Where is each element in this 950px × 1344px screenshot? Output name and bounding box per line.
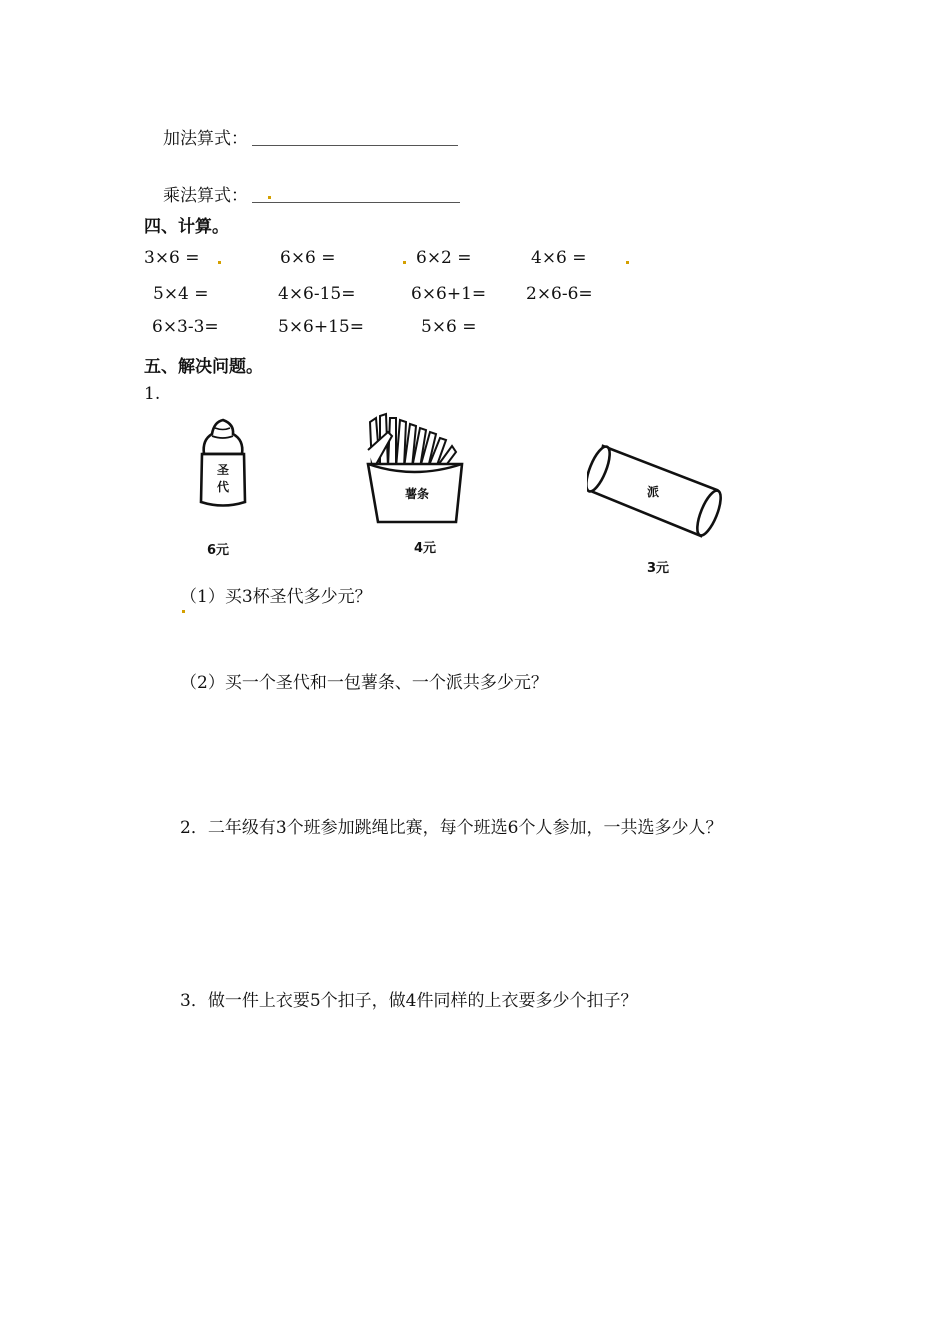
calc-r2-c2: 5×6 =	[421, 317, 477, 337]
calc-r0-c3: 4×6 =	[531, 248, 587, 268]
sundae-label-1: 圣	[216, 463, 230, 477]
calc-r0-c1: 6×6 =	[280, 248, 336, 268]
fries-box-icon	[362, 410, 468, 528]
scan-mark	[182, 610, 185, 613]
addition-line	[163, 124, 458, 149]
calc-r0-c0: 3×6 =	[144, 248, 200, 268]
pie-price: 3元	[647, 561, 670, 576]
calc-r1-c3: 2×6-6=	[526, 284, 593, 304]
scan-mark	[403, 261, 406, 264]
addition-label: 加法算式：	[163, 129, 248, 149]
sundae-label-2: 代	[216, 480, 230, 494]
fries-label: 薯条	[404, 487, 430, 501]
addition-answer-blank[interactable]	[252, 129, 458, 146]
calc-r0-c2: 6×2 =	[416, 248, 472, 268]
sundae-price: 6元	[207, 543, 230, 558]
multiplication-line	[163, 181, 460, 206]
scan-mark	[626, 261, 629, 264]
section5-heading: 五、解决问题。	[144, 357, 263, 377]
question1-part2: （2）买一个圣代和一包薯条、一个派共多少元？	[180, 673, 548, 693]
calc-r1-c2: 6×6+1=	[411, 284, 487, 304]
calc-r2-c0: 6×3-3=	[152, 317, 219, 337]
pie-sleeve-icon	[587, 434, 723, 544]
calc-r1-c1: 4×6-15=	[278, 284, 356, 304]
multiplication-answer-blank[interactable]	[252, 186, 460, 203]
section4-heading: 四、计算。	[144, 217, 229, 237]
calc-r2-c1: 5×6+15=	[278, 317, 364, 337]
scan-mark	[268, 196, 271, 199]
question1-number: 1.	[144, 384, 161, 404]
question2: 2．二年级有3个班参加跳绳比赛，每个班选6个人参加，一共选多少人？	[180, 818, 723, 838]
multiplication-label: 乘法算式：	[163, 186, 248, 206]
scan-mark	[218, 261, 221, 264]
fries-price: 4元	[414, 541, 437, 556]
sundae-cup-icon	[190, 414, 254, 514]
question1-part1: （1）买3杯圣代多少元？	[180, 587, 372, 607]
question3: 3．做一件上衣要5个扣子，做4件同样的上衣要多少个扣子？	[180, 991, 638, 1011]
calc-r1-c0: 5×4 =	[153, 284, 209, 304]
pie-label: 派	[646, 485, 660, 499]
